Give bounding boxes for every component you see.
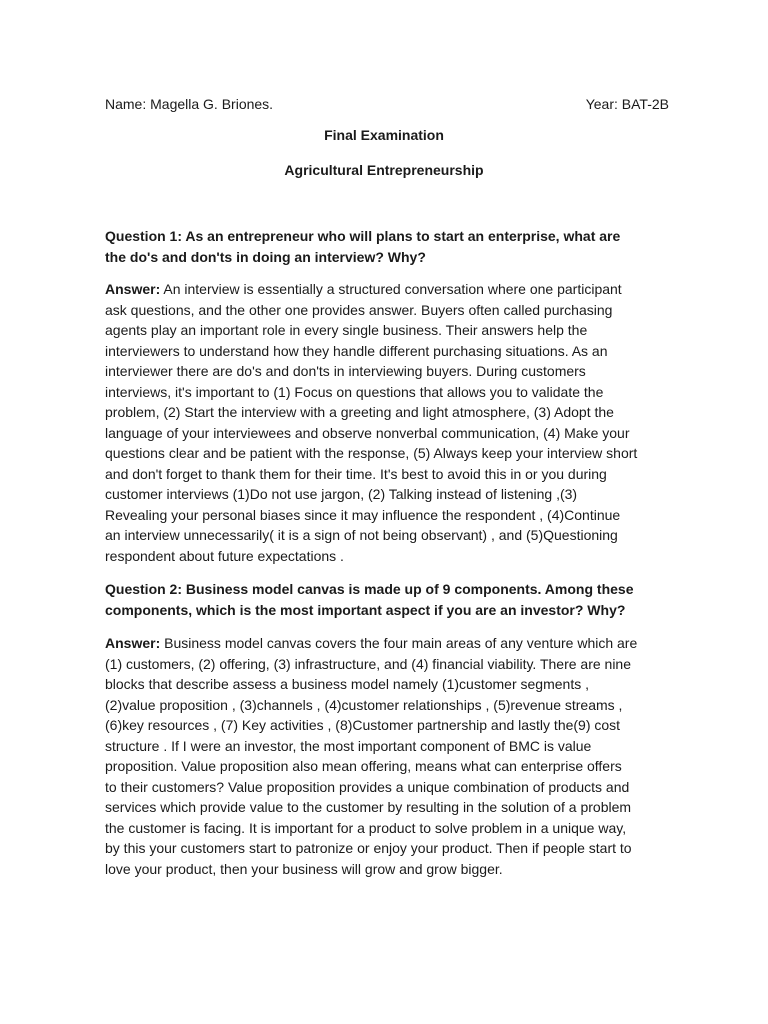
answer-label: Answer:: [105, 281, 161, 297]
answer-1-line: questions clear and be patient with the response, (5) Always keep your interview short: [105, 445, 638, 461]
answer-1-line: interviewers to understand how they handle different purchasing situations. As an: [105, 342, 608, 359]
question-2: [105, 579, 680, 620]
answer-label: Answer:: [105, 635, 161, 651]
answer-2-line: blocks that describe assess a business model namely (1)customer segments ,: [105, 676, 589, 692]
answer-2-line: services which provide value to the customer by resulting in the solution of a problem: [105, 799, 632, 815]
answer-2-line: to their customers? Value proposition provides a unique combination of products and: [105, 778, 630, 795]
answer-1-line: problem, (2) Start the interview with a greeting and light atmosphere, (3) Adopt the: [105, 404, 614, 420]
answer-1-line: and don't forget to thank them for their time. It's best to avoid this in or you during: [105, 465, 607, 482]
answer-1-line: language of your interviewees and observe nonverbal communication, (4) Make your: [105, 424, 630, 441]
answer-2-line: the customer is facing. It is important for a product to solve problem in a unique way,: [105, 819, 627, 836]
answer-2-first-text: Business model canvas covers the four main areas of any venture which are: [160, 635, 638, 651]
document-header: [105, 94, 669, 114]
question-2-line: Question 2: Business model canvas is made up of 9 components. Among these: [105, 581, 634, 597]
answer-1-line: ask questions, and the other one provides answer. Buyers often called purchasing: [105, 301, 613, 318]
answer-1-line: interviews, it's important to (1) Focus on questions that allows you to validate the: [105, 383, 604, 400]
answer-1: [105, 279, 680, 566]
exam-title: Final Examination: [324, 127, 444, 143]
answer-2: [105, 633, 680, 879]
answer-1-line: respondent about future expectations .: [105, 547, 344, 564]
answer-2-line: (6)key resources , (7) Key activities , (8)Customer partnership and lastly the(9) cost: [105, 717, 621, 733]
answer-1-first-text: An interview is essentially a structured conversation where one participant: [160, 281, 622, 297]
answer-1-line: Revealing your personal biases since it may influence the respondent , (4)Continue: [105, 506, 621, 523]
answer-1-line: customer interviews (1)Do not use jargon, (2) Talking instead of listening ,(3): [105, 486, 578, 502]
student-year: Year: BAT-2B: [585, 96, 669, 112]
student-name: Name: Magella G. Briones.: [105, 96, 274, 112]
answer-1-line: interviewer there are do's and don'ts in interviewing buyers. During customers: [105, 363, 586, 379]
question-1-line: Question 1: As an entrepreneur who will plans to start an enterprise, what are: [105, 228, 621, 244]
question-1-line: the do's and don'ts in doing an interview? Why?: [105, 248, 426, 265]
question-1: [105, 226, 680, 267]
answer-2-line: by this your customers start to patronize or enjoy your product. Then if people start to: [105, 840, 632, 856]
answer-2-line: proposition. Value proposition also mean offering, means what can enterprise offers: [105, 758, 622, 774]
answer-2-line: (1) customers, (2) offering, (3) infrastructure, and (4) financial viability. There are nine: [105, 655, 631, 672]
answer-2-line: (2)value proposition , (3)channels , (4)customer relationships , (5)revenue streams ,: [105, 696, 623, 713]
course-title: Agricultural Entrepreneurship: [284, 162, 484, 178]
answer-1-line: an interview unnecessarily( it is a sign of not being observant) , and (5)Questioning: [105, 527, 618, 543]
question-2-line: components, which is the most important aspect if you are an investor? Why?: [105, 601, 626, 618]
answer-2-first-line: [105, 633, 680, 654]
answer-2-line: structure . If I were an investor, the most important component of BMC is value: [105, 737, 592, 754]
answer-2-line: love your product, then your business will grow and grow bigger.: [105, 860, 503, 877]
answer-1-first-line: [105, 279, 680, 300]
answer-1-line: agents play an important role in every single business. Their answers help the: [105, 322, 588, 338]
